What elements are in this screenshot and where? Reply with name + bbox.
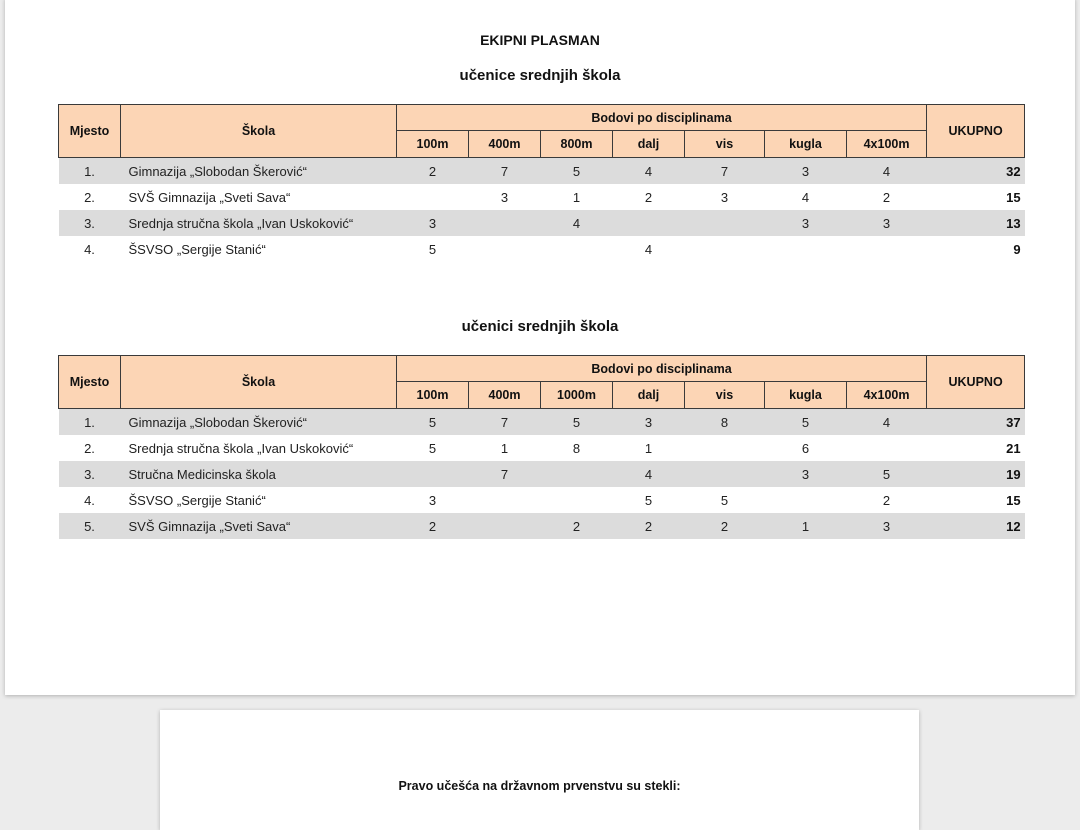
header-points-group: Bodovi po disciplinama [397, 105, 927, 131]
score-cell: 2 [613, 513, 685, 539]
header-discipline: kugla [765, 131, 847, 158]
score-cell: 5 [397, 409, 469, 436]
boys-section-title: učenici srednjih škola [461, 318, 619, 335]
score-cell: 4 [613, 158, 685, 185]
place-cell: 2. [84, 440, 95, 456]
score-cell [685, 210, 765, 236]
table-row [59, 409, 1025, 436]
page-title: EKIPNI PLASMAN [480, 32, 600, 48]
place-cell: 1. [59, 409, 121, 436]
header-discipline: 4x100m [847, 131, 927, 158]
total-cell: 15 [1006, 492, 1021, 508]
total-cell: 12 [927, 513, 1025, 539]
school-cell: ŠSVSO „Sergije Stanić“ [128, 241, 266, 257]
score-cell: 3 [765, 210, 847, 236]
score-cell: 8 [572, 440, 581, 456]
school-cell: SVŠ Gimnazija „Sveti Sava“ [121, 513, 397, 539]
score-cell: 1 [500, 440, 509, 456]
qualification-note: Pravo učešća na državnom prvenstvu su stekli: [398, 779, 681, 793]
score-cell [541, 461, 613, 487]
score-cell: 3 [765, 461, 847, 487]
score-cell [541, 236, 613, 262]
boys-table-body [59, 409, 1025, 540]
document-page-1 [5, 0, 1075, 695]
score-cell [397, 461, 469, 487]
school-cell: Stručna Medicinska škola [121, 461, 397, 487]
table-row [59, 184, 1025, 210]
score-cell [613, 210, 685, 236]
school-cell: Srednja stručna škola „Ivan Uskoković“ [128, 440, 354, 456]
header-place: Mjesto [59, 105, 121, 158]
header-discipline: 1000m [541, 382, 613, 409]
header-discipline: 400m [469, 382, 541, 409]
score-cell: 2 [397, 513, 469, 539]
table-row [59, 236, 1025, 262]
score-cell: 7 [469, 158, 541, 185]
header-discipline: vis [685, 382, 765, 409]
score-cell: 4 [644, 241, 653, 257]
place-cell: 1. [59, 158, 121, 185]
score-cell: 5 [847, 461, 927, 487]
header-discipline: 100m [397, 382, 469, 409]
score-cell: 2 [685, 513, 765, 539]
score-cell: 5 [428, 440, 437, 456]
score-cell: 1 [644, 440, 653, 456]
score-cell [685, 435, 765, 461]
total-cell: 13 [927, 210, 1025, 236]
score-cell: 5 [765, 409, 847, 436]
score-cell: 3 [847, 210, 927, 236]
score-cell: 4 [801, 189, 810, 205]
place-cell: 3. [59, 210, 121, 236]
girls-section-title: učenice srednjih škola [459, 67, 621, 84]
table-row [59, 435, 1025, 461]
school-cell: Gimnazija „Slobodan Škerović“ [121, 158, 397, 185]
score-cell: 3 [397, 210, 469, 236]
total-cell: 9 [1013, 241, 1021, 257]
document-page-2 [160, 710, 919, 830]
score-cell: 3 [613, 409, 685, 436]
school-cell: SVŠ Gimnazija „Sveti Sava“ [128, 189, 291, 205]
score-cell [685, 236, 765, 262]
score-cell: 1 [765, 513, 847, 539]
score-cell: 2 [644, 189, 653, 205]
score-cell: 5 [720, 492, 729, 508]
score-cell: 3 [847, 513, 927, 539]
score-cell: 3 [428, 492, 437, 508]
header-discipline: 400m [469, 131, 541, 158]
score-cell: 2 [397, 158, 469, 185]
school-cell: Gimnazija „Slobodan Škerović“ [121, 409, 397, 436]
score-cell: 3 [500, 189, 509, 205]
school-cell: ŠSVSO „Sergije Stanić“ [128, 492, 266, 508]
score-cell: 4 [613, 461, 685, 487]
score-cell: 4 [847, 409, 927, 436]
score-cell [541, 487, 613, 513]
score-cell: 2 [882, 492, 891, 508]
score-cell: 1 [572, 189, 581, 205]
score-cell [469, 236, 541, 262]
header-school: Škola [121, 105, 397, 158]
girls-table-body [59, 158, 1025, 263]
girls-results-table [58, 104, 1025, 262]
place-cell: 3. [59, 461, 121, 487]
total-cell: 19 [927, 461, 1025, 487]
score-cell [765, 487, 847, 513]
score-cell: 5 [428, 241, 437, 257]
score-cell [847, 435, 927, 461]
header-points-group: Bodovi po disciplinama [397, 356, 927, 382]
header-discipline: 100m [397, 131, 469, 158]
score-cell [469, 487, 541, 513]
total-cell: 37 [927, 409, 1025, 436]
header-discipline: dalj [613, 382, 685, 409]
header-place: Mjesto [59, 356, 121, 409]
score-cell: 7 [685, 158, 765, 185]
score-cell: 5 [541, 158, 613, 185]
score-cell [765, 236, 847, 262]
score-cell [685, 461, 765, 487]
score-cell [397, 184, 469, 210]
total-cell: 32 [927, 158, 1025, 185]
score-cell: 5 [541, 409, 613, 436]
place-cell: 2. [84, 189, 95, 205]
table-row [59, 461, 1025, 487]
score-cell [469, 210, 541, 236]
score-cell: 4 [847, 158, 927, 185]
header-discipline: kugla [765, 382, 847, 409]
score-cell: 4 [541, 210, 613, 236]
score-cell: 8 [685, 409, 765, 436]
total-cell: 15 [1006, 189, 1021, 205]
table-row [59, 513, 1025, 539]
score-cell [847, 236, 927, 262]
header-discipline: dalj [613, 131, 685, 158]
header-total: UKUPNO [927, 356, 1025, 409]
header-discipline: 800m [541, 131, 613, 158]
place-cell: 4. [84, 492, 95, 508]
table-row [59, 158, 1025, 185]
score-cell: 2 [541, 513, 613, 539]
header-discipline: 4x100m [847, 382, 927, 409]
score-cell: 7 [469, 461, 541, 487]
header-discipline: vis [685, 131, 765, 158]
score-cell: 3 [765, 158, 847, 185]
score-cell: 2 [882, 189, 891, 205]
score-cell: 5 [644, 492, 653, 508]
boys-results-table [58, 355, 1025, 539]
header-school: Škola [121, 356, 397, 409]
place-cell: 4. [84, 241, 95, 257]
score-cell: 7 [469, 409, 541, 436]
score-cell [469, 513, 541, 539]
table-row [59, 210, 1025, 236]
table-row [59, 487, 1025, 513]
school-cell: Srednja stručna škola „Ivan Uskoković“ [121, 210, 397, 236]
score-cell: 6 [801, 440, 810, 456]
header-total: UKUPNO [927, 105, 1025, 158]
score-cell: 3 [720, 189, 729, 205]
total-cell: 21 [1006, 440, 1021, 456]
place-cell: 5. [59, 513, 121, 539]
